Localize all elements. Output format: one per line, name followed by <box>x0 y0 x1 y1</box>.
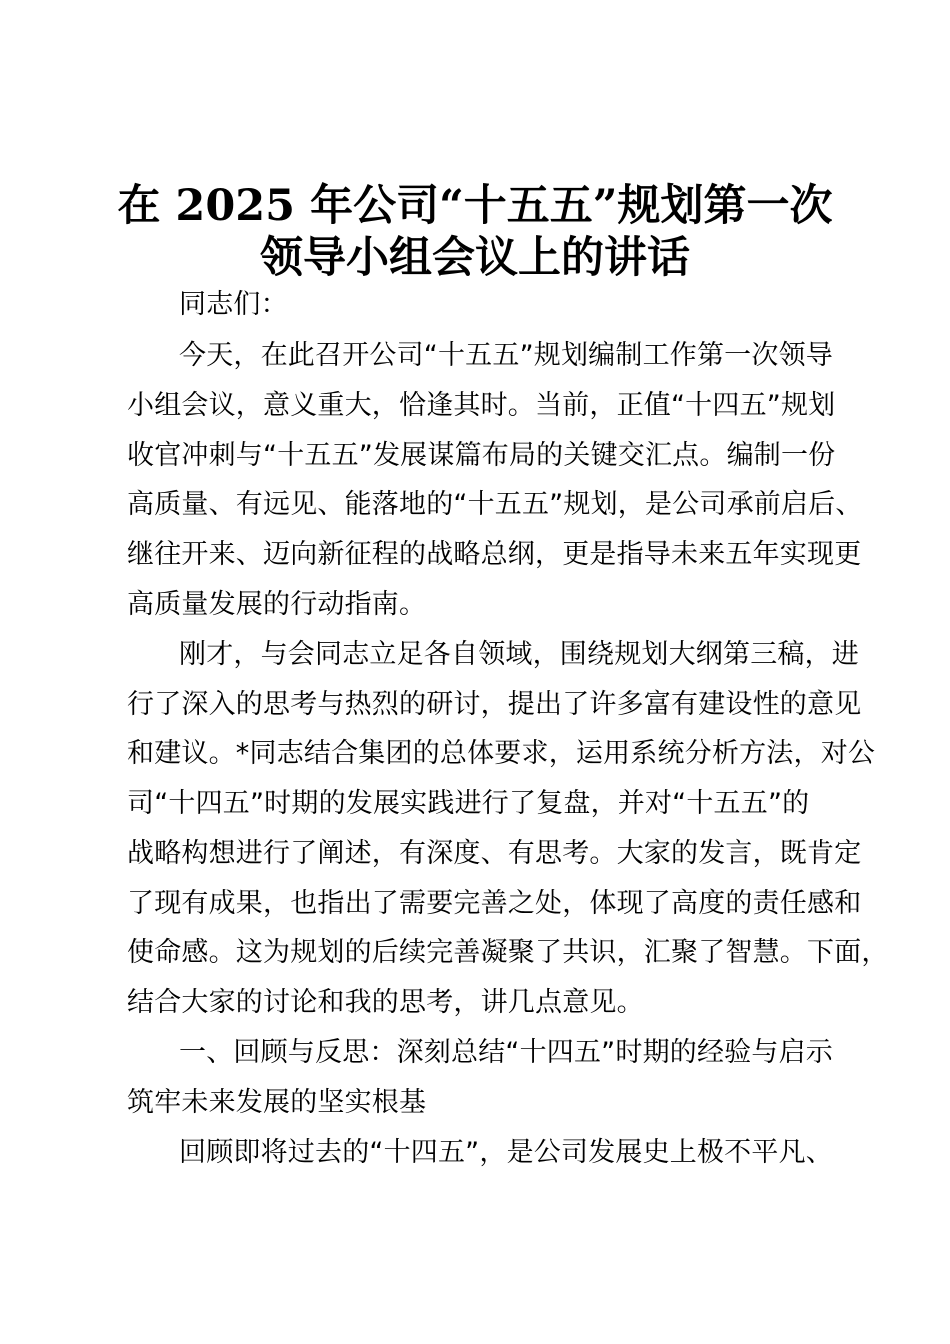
body-line: 高质量发展的行动指南。 <box>127 589 427 620</box>
body-line: 回顾即将过去的“十四五”，是公司发展史上极不平凡、 <box>179 1137 833 1168</box>
section-heading-line: 一、回顾与反思：深刻总结“十四五”时期的经验与启示 <box>179 1037 833 1068</box>
body-line: 司“十四五”时期的发展实践进行了复盘，并对“十五五”的 <box>127 788 810 819</box>
title-line-1: 在 2025 年公司“十五五”规划第一次 <box>117 181 833 231</box>
body-line: 结合大家的讨论和我的思考，讲几点意见。 <box>127 987 644 1018</box>
body-line: 和建议。*同志结合集团的总体要求，运用系统分析方法，对公 <box>127 738 876 769</box>
body-line: 了现有成果，也指出了需要完善之处，体现了高度的责任感和 <box>127 888 862 919</box>
body-line: 高质量、有远见、能落地的“十五五”规划，是公司承前启后、 <box>127 489 863 520</box>
body-line: 继往开来、迈向新征程的战略总纲，更是指导未来五年实现更 <box>127 539 862 570</box>
section-heading-line: 筑牢未来发展的坚实根基 <box>127 1087 427 1118</box>
body-line: 今天，在此召开公司“十五五”规划编制工作第一次领导 <box>179 340 833 371</box>
body-line: 行了深入的思考与热烈的研讨，提出了许多富有建设性的意见 <box>127 689 862 720</box>
body-line: 刚才，与会同志立足各自领域，围绕规划大纲第三稿，进 <box>179 639 859 670</box>
body-line: 使命感。这为规划的后续完善凝聚了共识，汇聚了智慧。下面， <box>127 937 889 968</box>
title-line-2: 领导小组会议上的讲话 <box>260 233 690 283</box>
body-line: 小组会议，意义重大，恰逢其时。当前，正值“十四五”规划 <box>127 390 836 421</box>
greeting: 同志们： <box>179 289 288 320</box>
body-line: 战略构想进行了阐述，有深度、有思考。大家的发言，既肯定 <box>127 838 862 869</box>
body-line: 收官冲刺与“十五五”发展谋篇布局的关键交汇点。编制一份 <box>127 440 836 471</box>
